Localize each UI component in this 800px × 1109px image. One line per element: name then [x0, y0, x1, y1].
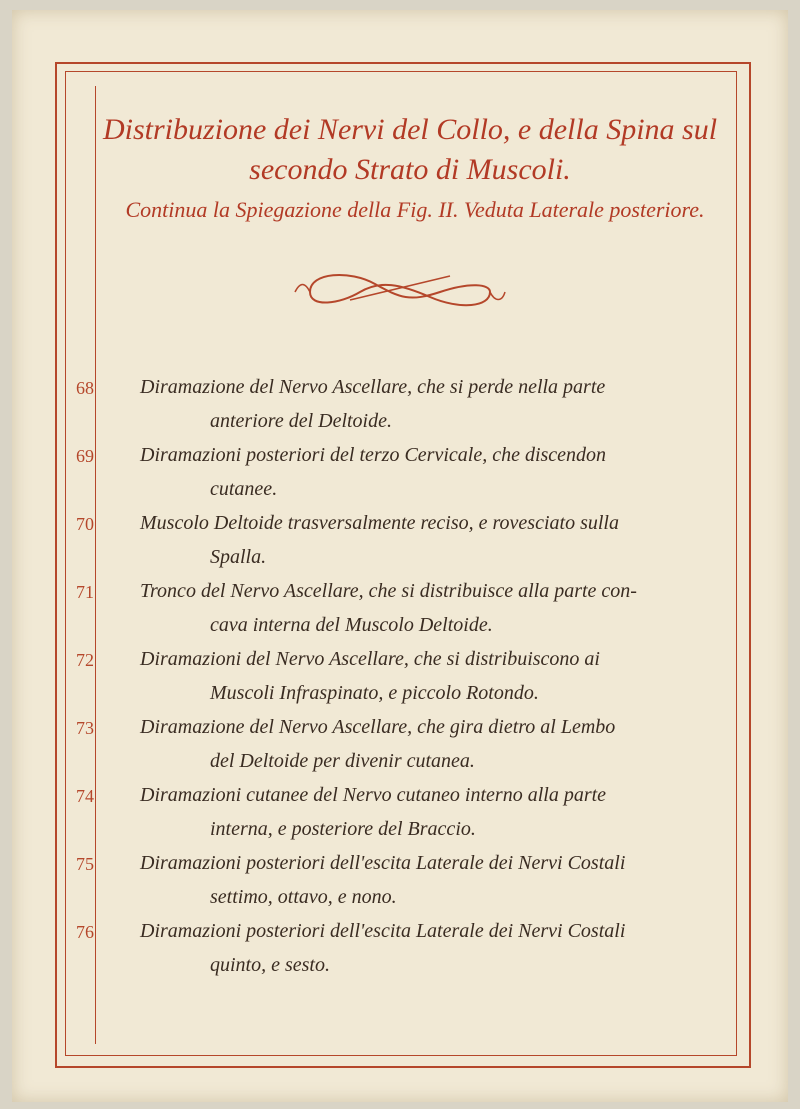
- title-line-1: Distribuzione dei Nervi del Collo, e della Spina sul: [102, 113, 718, 146]
- title-line-2: secondo Strato di Muscoli.: [249, 153, 571, 186]
- entry-text-line-2: Muscoli Infraspinato, e piccolo Rotondo.: [210, 682, 539, 704]
- entry-text-line-1: Diramazioni posteriori del terzo Cervicale, che discendon: [140, 444, 607, 466]
- entry-text-line-1: Diramazioni posteriori dell'escita Laterale dei Nervi Costali: [140, 852, 626, 874]
- entry-number: 74: [76, 786, 94, 806]
- list-item: [70, 510, 730, 578]
- list-item: [70, 374, 730, 442]
- entry-text-line-2: Spalla.: [210, 546, 267, 568]
- entry-text-line-2: cava interna del Muscolo Deltoide.: [210, 614, 493, 636]
- entry-text-line-1: Muscolo Deltoide trasversalmente reciso, e rovesciato sulla: [140, 512, 619, 534]
- page-header: [100, 110, 720, 226]
- entry-text-line-2: anteriore del Deltoide.: [210, 410, 392, 432]
- entry-text-line-1: Tronco del Nervo Ascellare, che si distribuisce alla parte con-: [140, 580, 637, 602]
- list-item: [70, 714, 730, 782]
- entry-text-line-1: Diramazione del Nervo Ascellare, che gira dietro al Lembo: [140, 716, 616, 738]
- entry-text-line-1: Diramazioni del Nervo Ascellare, che si distribuiscono ai: [140, 648, 600, 670]
- entry-number: 68: [76, 378, 94, 398]
- entry-number: 75: [76, 854, 94, 874]
- list-item: [70, 442, 730, 510]
- entry-text-line-1: Diramazione del Nervo Ascellare, che si perde nella parte: [140, 376, 606, 398]
- list-item: [70, 782, 730, 850]
- entry-number: 70: [76, 514, 94, 534]
- list-item: [70, 646, 730, 714]
- list-item: [70, 578, 730, 646]
- list-item: [70, 850, 730, 918]
- entry-text-line-2: cutanee.: [210, 478, 278, 500]
- subtitle: Continua la Spiegazione della Fig. II. Veduta Laterale posteriore.: [125, 197, 705, 222]
- entry-number: 71: [76, 582, 94, 602]
- entry-text-line-2: quinto, e sesto.: [210, 954, 330, 976]
- calligraphic-flourish: [290, 262, 510, 322]
- entry-text-line-2: interna, e posteriore del Braccio.: [210, 818, 476, 840]
- entry-number: 72: [76, 650, 94, 670]
- entry-text-line-2: del Deltoide per divenir cutanea.: [210, 750, 475, 772]
- entry-text-line-2: settimo, ottavo, e nono.: [210, 886, 397, 908]
- entry-number: 73: [76, 718, 94, 738]
- entry-text-line-1: Diramazioni posteriori dell'escita Laterale dei Nervi Costali: [140, 920, 626, 942]
- entry-number: 76: [76, 922, 94, 942]
- entries-list: [70, 374, 730, 986]
- entry-number: 69: [76, 446, 94, 466]
- entry-text-line-1: Diramazioni cutanee del Nervo cutaneo interno alla parte: [140, 784, 607, 806]
- list-item: [70, 918, 730, 986]
